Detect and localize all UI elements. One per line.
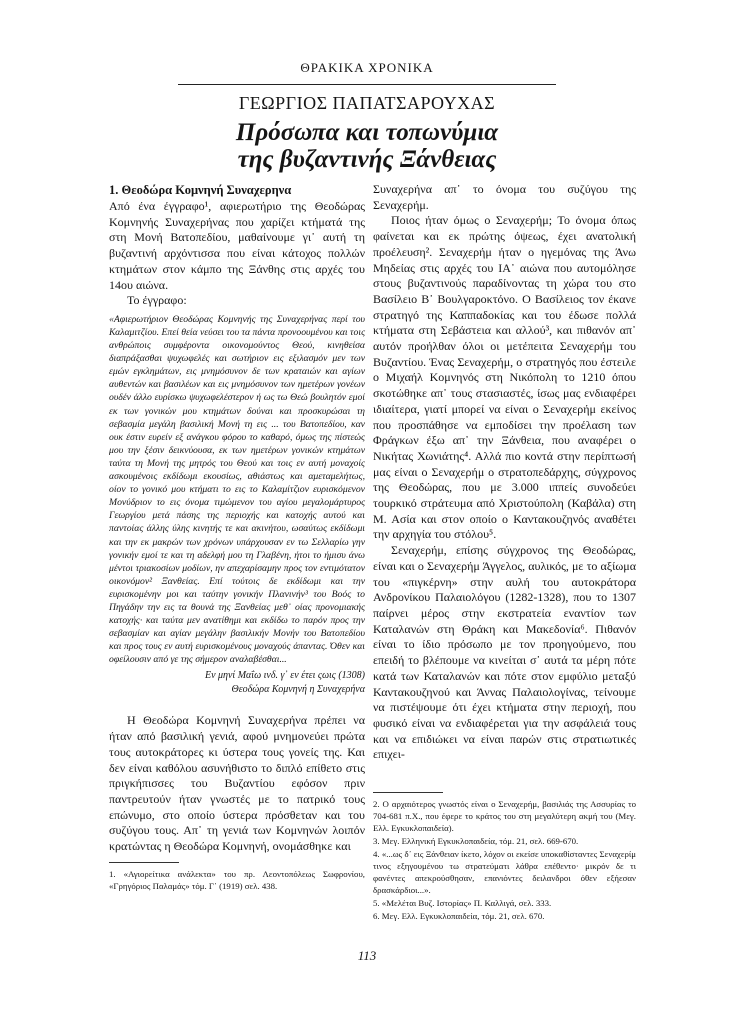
body-paragraph-2: Η Θεοδώρα Κομνηνή Συναχερήνα πρέπει να ήταν από βασιλική γενιά, αφού μνημονεύει πρώτα τους αυτοκράτορες κι ύστερα τους γονείς της. Και δεν είναι καθόλου ασυνήθιστο το διπλό επίθετο στις πριγκήπισσες του Βυζαντίου εφόσον πριν παντρευτούν ήταν γνωστές με το πατρικό τους επώνυμο, στο οποίο ύστερα πρόσθεταν και του συζύγου τους. Απ᾿ τη γενιά των Κομνηνών λοιπόν κρατώντας η Θεοδώρα Κομνηνή, ονομάσθηκε και — [109, 713, 365, 854]
body-paragraph-4: Σεναχερήμ, επίσης σύγχρονος της Θεοδώρας, είναι και ο Σεναχερήμ Άγγελος, αυλικός, με το αξίωμα του «πιγκέρνη» στην αυλή του αυτοκράτορα Ανδρονίκου Παλαιολόγου (1282-1328), που το 1307 παίρνει μέρος στην εκστρατεία εναντίον των Καταλανών στη Θράκη και Μακεδονία⁶. Πιθανόν είναι το ίδιο πρόσωπο με τον προηγούμενο, που επειδή το βλέπουμε να κινείται σ᾿ αυτά τα μέρη πότε κατά των Καταλανών και πότε στον εμφύλιο μεταξύ Καντακουζηνού και Άννας Παλαιολογίνας, τείνουμε να πιστέψουμε ότι έχει κτήματα στην περιοχή, που φυσικό είναι να ενδιαφέρεται για την ασφάλειά τους και να επιδιώκει να είναι παρών στις στρατιωτικές επιχει- — [373, 543, 636, 762]
footnote-2: 2. Ο αρχαιότερος γνωστός είναι ο Σεναχερήμ, βασιλιάς της Ασσυρίας το 704-681 π.Χ., που έφερε το κράτος του στη μεγαλύτερη ακμή του (Μεγ. Ελλ. Εγκυκλοπαιδεία). — [373, 799, 636, 833]
header-divider — [178, 84, 556, 85]
footnotes-left — [109, 862, 365, 893]
article-title — [100, 119, 634, 173]
footnote-5: 5. «Μελέται Βυζ. Ιστορίας» Π. Καλλιγά, σελ. 333. — [373, 898, 552, 908]
footnote-1: 1. «Αγιορείτικα ανάλεκτα» του πρ. Λεοντοπόλεως Σωφρονίου, «Γρηγόριος Παλαμάς» τόμ. Γ᾿ (1919) σελ. 438. — [109, 869, 365, 891]
footnote-3: 3. Μεγ. Ελληνική Εγκυκλοπαιδεία, τόμ. 21, σελ. 669-670. — [373, 836, 579, 846]
article-title-line-2: της βυζαντινής Ξάνθειας — [237, 146, 497, 173]
quote-date: Εν μηνί Μαΐω ινδ. γ᾿ εν έτει ςωις (1308) — [204, 670, 365, 682]
quote-signature: Θεοδώρα Κομνηνή η Συναχερήνα — [231, 684, 365, 696]
footnote-6: 6. Μεγ. Ελλ. Εγκυκλοπαιδεία, τόμ. 21, σελ. 670. — [373, 911, 545, 921]
footnote-divider — [109, 862, 179, 863]
page-number: 113 — [357, 948, 377, 963]
article-title-line-1: Πρόσωπα και τοπωνύμια — [235, 119, 499, 146]
article-author: ΓΕΩΡΓΙΟΣ ΠΑΠΑΤΣΑΡΟΥΧΑΣ — [238, 93, 496, 113]
right-column — [373, 182, 636, 763]
footnote-divider — [373, 792, 443, 793]
section-heading: 1. Θεοδώρα Κομνηνή Συναχερηνα — [109, 183, 292, 197]
continuation-paragraph: Συναχερήνα απ᾿ το όνομα του συζύγου της Σεναχερήμ. — [373, 182, 636, 212]
footnote-4: 4. «...ως δ᾿ εις Ξάνθειαν ίκετο, λόχον οι εκείσε υποκαθίσταντες Σεναχερίμ τινος εξηγουμένου τω στρατεύματι λάθρα επέθεντο· μικρόν δε τι φανέντες απεκρούσθησαν, επανιόντες δειλανδροι όθεν εξήεσαν δρασκάρδιοι...». — [373, 849, 636, 895]
paragraph-gap — [109, 697, 365, 713]
body-paragraph-3: Ποιος ήταν όμως ο Σεναχερήμ; Το όνομα όπως φαίνεται και εκ πρώτης όψεως, έχει ανατολική προέλευση². Σεναχερήμ ήταν ο ηγεμόνας της Άνω Μηδείας στις αρχές του ΙΑ᾿ αιώνα που αυτομόλησε στους βυζαντινούς παραδίνοντας τη χώρα του στο Βασίλειο Β᾿ Βουλγαροκτόνο. Ο Βασίλειος τον έκανε στρατηγό της Καππαδοκίας και του έδωσε πολλά κτήματα στη Σεβάστεια και αλλού³, και πιθανόν απ᾿ αυτόν προήλθαν όλοι οι μετέπειτα Σεναχερήμ του Βυζαντίου. Ένας Σεναχερήμ, ο στρατηγός που έστειλε ο Μιχαήλ Κομνηνός στη Νικόπολη το 1210 όπου σκοτώθηκε απ᾿ τους στασιαστές, ίσως μας ενδιαφέρει ιδιαίτερα, γιατί μπορεί να είναι ο Σεναχερήμ εκείνος που προσπάθησε να εμποδίσει την προέλαση των Φράγκων έξω απ᾿ την Ξάνθεια, που αναφέρει ο Νικήτας Χωνιάτης⁴. Αλλά πιο κοντά στην περίπτωσή μας είναι ο Σεναχερήμ ο στρατοπεδάρχης, σύγχρονος της Θεοδώρας, που με 3.000 ιππείς συνοδεύει τουρκικό στράτευμα από Χριστούπολη (Καβάλα) στη Μ. Ασία και στον οποίο ο Καντακουζηνός αναθέτει την αρχηγία του στόλου⁵. — [373, 213, 636, 542]
left-column — [109, 182, 365, 855]
document-quote: «Αφιερωτήριον Θεοδώρας Κομνηνής της Συναχερήνας περί του Καλαμιτζίου. Επεί θεία νεύσει του τα πάντα προνοουμένου και τοις ανθρώποις συμφέροντα οικονομούντος Θεού, κινηθείσα διαπράξασθαι ψυχωφελές και σωτήριον εις εξιλασμόν μεν των εμών εγκλημάτων, εις μνημόσυνον δε των κραταιών και αγίων αυθεντών και βασιλέων και εις μνημόσυνον των ημετέρων γονέων ουδέν άλλο ευρίσκω ψυχωφελέστερον ή ως τω Θεώ βουλητόν εμοί εκ των γονικών μου κτημάτων δούναι και προσκυρώσαι τη σεβασμία μεγάλη βασιλική Μονή τη εις ... του Βατοπεδίου, καν ουκ έστιν ευρείν εξ ανάγκου φόρου το καθαρό, όμως της πίστεώς μου την ξέσιν δεικνύουσα, εκ των ημετέρων γονικών κτημάτων ταύτα τη Μονή της μητρός του Θεού και τοις εν αυτή μοναχοίς ασκουμένοις εκδίδωμι εκουσίως, αθιάστως και αμεταμελήτως, οίον το γονικό μου κτήματι το εις το Καλαμίτζιον ευρισκόμενον Μονύδριον το εις όνομα τιμώμενον του αγίου μεγαλομάρτυρος Γεωργίου μετά πάσης της περιοχής και κατοχής αυτού και παντοίας άλλης ύλης κινητής τε και ακινήτου, ωσαύτως εκδίδωμι και την εκ μακρών των χρόνων υπάρχουσαν εν τω Σελλαρίω γην γονικήν εμοί τε και τη αδελφή μου τη Γλαβένη, ήτοι το ήμισυ άνω μέντοι τριακοσίων μοδίων, ην απεχαρίσαμην προς τον εντιμότατον οικονόμον² Ξανθείας. Επί τούτοις δε εκδίδωμι και την ευρισκομένην μοι και ταύτην γονικήν Πλανινήν³ του Βοός το Πηγάδην την εις τα θουνά της Ξανθείας μεθ᾿ οίας προνομιακής κατοχής· και ταύτα μεν ανατίθημι και εκδίδω το παρόν προς την σεβασμίαν και αγίαν μεγάλην βασιλικήν Μονήν του Βατοπεδίου και προς τους εν αυτή ευρισκομένους μοναχούς άπαντας. Όθεν και οφείλουσιν από γε της σήμερον αναλαβέσθαι... — [109, 313, 365, 666]
footnotes-right — [373, 792, 636, 923]
document-label: Το έγγραφο: — [127, 293, 187, 308]
journal-running-header: ΘΡΑΚΙΚΑ ΧΡΟΝΙΚΑ — [300, 60, 434, 75]
intro-paragraph: Από ένα έγγραφο¹, αφιερωτήριο της Θεοδώρας Κομνηνής Συναχερήνας που χαρίζει κτήματά της στη Μονή Βατοπεδίου, μαθαίνουμε γι᾿ αυτή τη βυζαντινή αρχόντισσα που είναι κάτοχος πολλών κτημάτων στον κάμπο της Ξάνθης στις αρχές του 14ου αιώνα. — [109, 199, 365, 292]
